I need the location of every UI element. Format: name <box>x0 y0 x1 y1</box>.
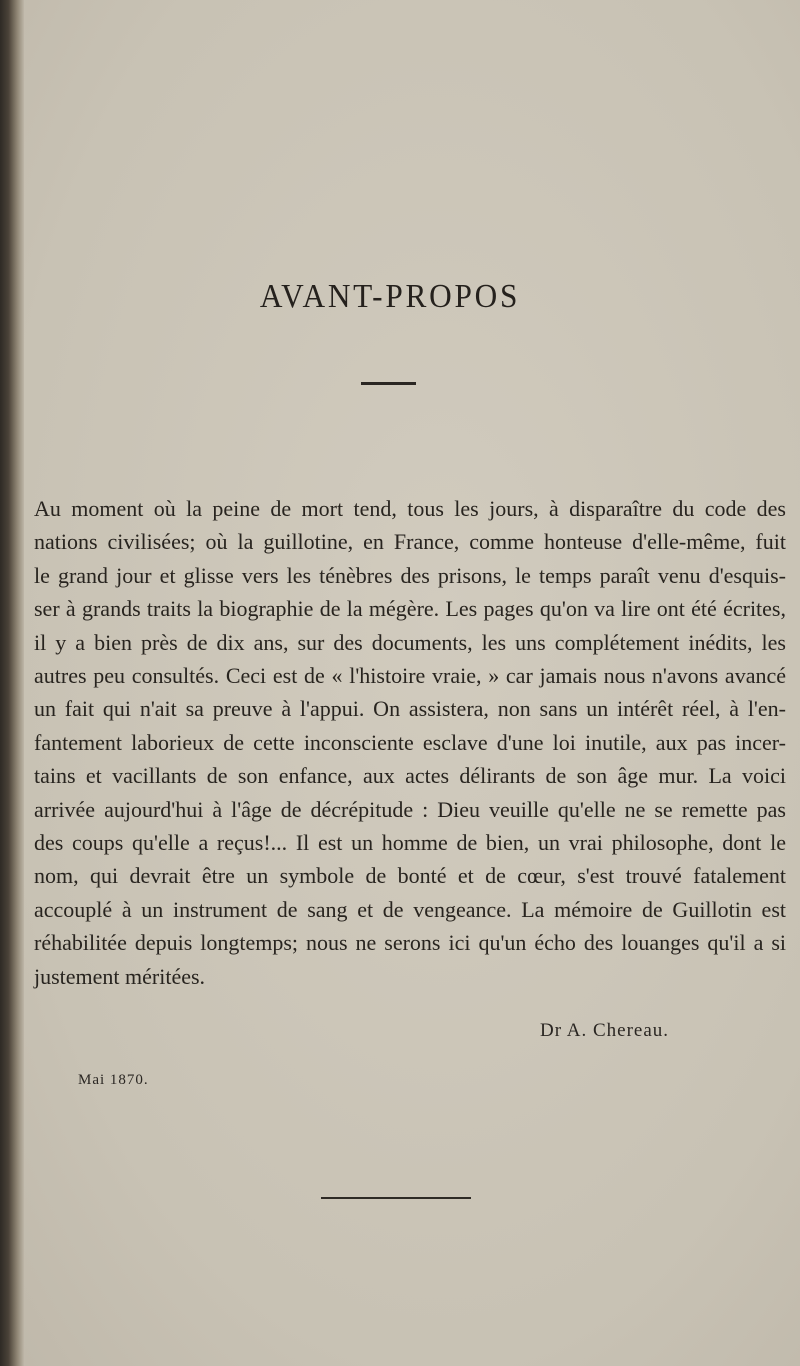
preface-paragraph <box>34 492 786 993</box>
paragraph-line: Au moment où la peine de mort tend, tous les jours, à disparaître du code des <box>34 496 786 521</box>
paragraph-line: des coups qu'elle a reçus!... Il est un homme de bien, un vrai philosophe, dont le <box>34 830 786 856</box>
paragraph-line: ser à grands traits la biographie de la mégère. Les pages qu'on va lire ont été écrites, <box>34 596 786 622</box>
paragraph-line: justement méritées. <box>34 963 206 989</box>
author-signature: Dr A. Chereau. <box>540 1020 670 1041</box>
paragraph-line: autres peu consultés. Ceci est de « l'histoire vraie, » car jamais nous n'avons avancé <box>34 663 786 689</box>
paragraph-line: réhabilitée depuis longtemps; nous ne serons ici qu'un écho des louanges qu'il a si <box>34 930 786 956</box>
closing-divider <box>321 1197 471 1199</box>
paragraph-line: nations civilisées; où la guillotine, en France, comme honteuse d'elle-même, fuit <box>34 529 786 555</box>
date-line: Mai 1870. <box>78 1072 149 1088</box>
paragraph-line: il y a bien près de dix ans, sur des documents, les uns complétement inédits, les <box>34 629 786 655</box>
paragraph-line: fantement laborieux de cette inconsciente esclave d'une loi inutile, aux pas incer- <box>34 729 786 755</box>
paragraph-line: un fait qui n'ait sa preuve à l'appui. On assistera, non sans un intérêt réel, à l'en- <box>34 696 786 722</box>
paragraph-line: le grand jour et glisse vers les ténèbres des prisons, le temps paraît venu d'esquis- <box>34 562 786 588</box>
paragraph-line: accouplé à un instrument de sang et de vengeance. La mémoire de Guillotin est <box>34 896 786 922</box>
paragraph-line: nom, qui devrait être un symbole de bonté et de cœur, s'est trouvé fatalement <box>34 863 786 889</box>
page-title: AVANT-PROPOS <box>259 278 521 315</box>
paragraph-line: tains et vacillants de son enfance, aux actes délirants de son âge mur. La voici <box>34 763 786 789</box>
book-spine <box>0 0 24 1366</box>
title-divider <box>361 382 416 385</box>
paragraph-line: arrivée aujourd'hui à l'âge de décrépitude : Dieu veuille qu'elle ne se remette pas <box>34 796 786 822</box>
